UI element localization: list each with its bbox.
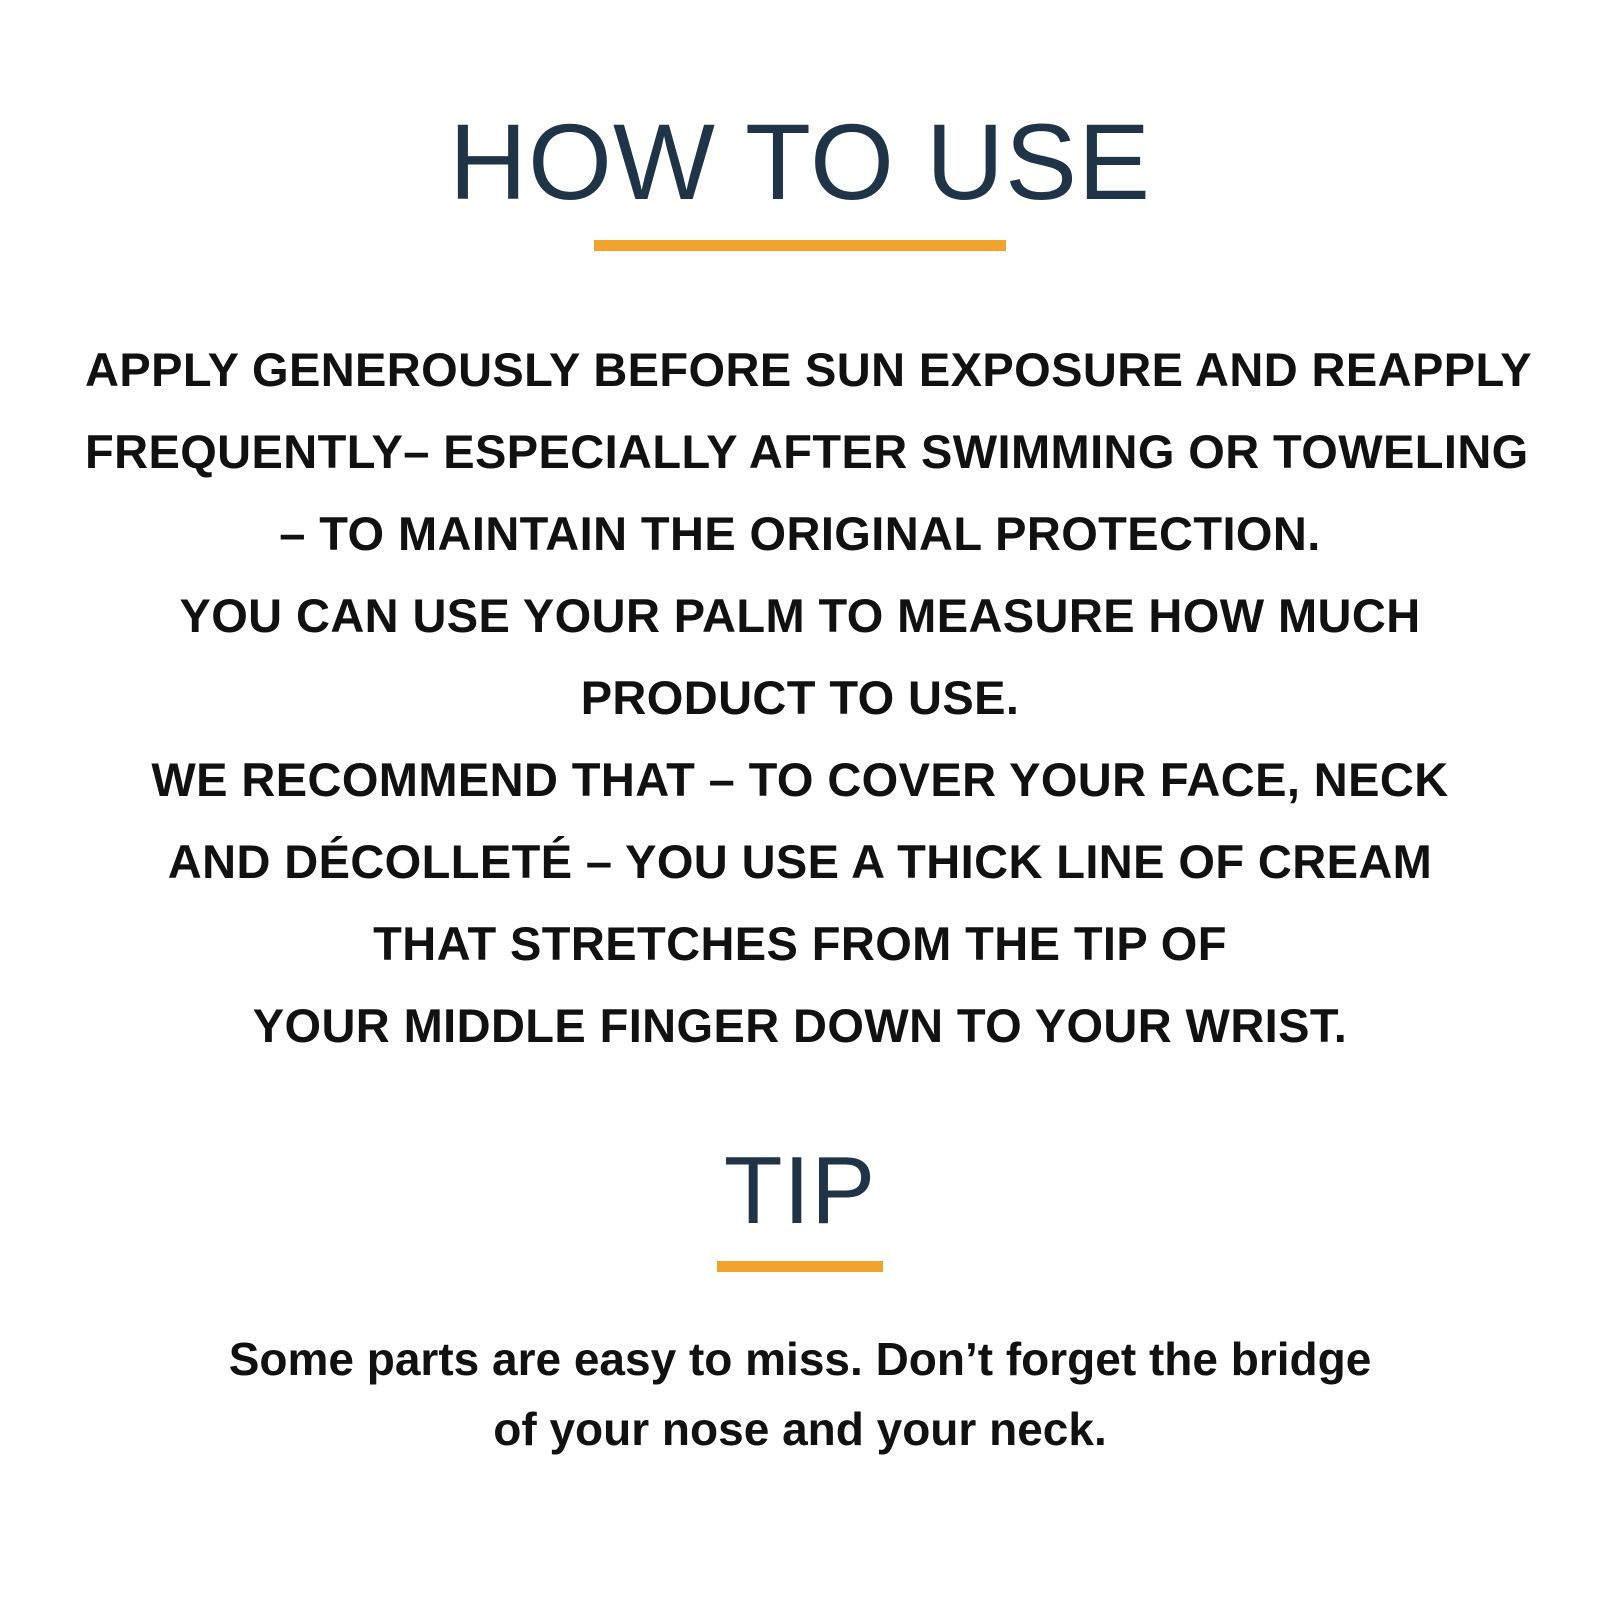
- instruction-line: – TO MAINTAIN THE ORIGINAL PROTECTION.: [279, 507, 1321, 560]
- instruction-line: YOU CAN USE YOUR PALM TO MEASURE HOW MUCH: [179, 589, 1421, 642]
- tip-line: Some parts are easy to miss. Don’t forget the bridge: [228, 1333, 1372, 1385]
- title-underline-rule: [594, 240, 1006, 251]
- instruction-line: THAT STRETCHES FROM THE TIP OF: [373, 917, 1227, 970]
- tip-underline-rule: [717, 1261, 883, 1272]
- page-title: HOW TO USE: [448, 101, 1152, 222]
- instruction-line: PRODUCT TO USE.: [580, 671, 1020, 724]
- instruction-line: YOUR MIDDLE FINGER DOWN TO YOUR WRIST.: [252, 999, 1348, 1052]
- tip-block: [150, 1324, 1450, 1464]
- instructions-block: [85, 329, 1532, 1067]
- tip-title: TIP: [723, 1137, 877, 1244]
- instruction-line: FREQUENTLY– ESPECIALLY AFTER SWIMMING OR TOWELING: [85, 425, 1529, 478]
- tip-line: of your nose and your neck.: [493, 1403, 1107, 1455]
- instruction-line: APPLY GENEROUSLY BEFORE SUN EXPOSURE AND REAPPLY: [85, 343, 1532, 396]
- instruction-line: WE RECOMMEND THAT – TO COVER YOUR FACE, NECK: [151, 753, 1449, 806]
- instruction-line: AND DÉCOLLETÉ – YOU USE A THICK LINE OF CREAM: [167, 835, 1433, 888]
